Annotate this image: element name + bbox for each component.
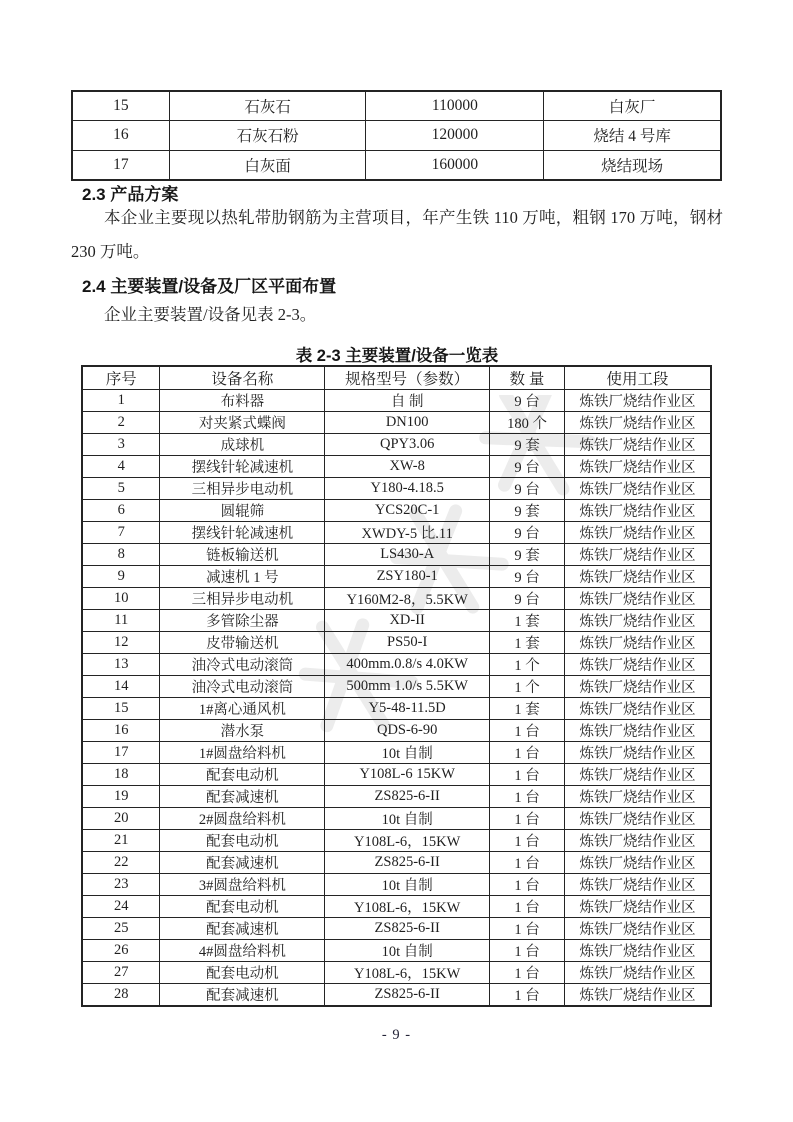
table-cell: 14 [82,676,160,698]
table-cell: 8 [82,544,160,566]
table-cell: Y108L-6 15KW [325,764,490,786]
section-2-3-paragraph: 本企业主要现以热轧带肋钢筋为主营项目，年产生铁 110 万吨，粗钢 170 万吨，钢材 230 万吨。 [71,208,723,261]
table-cell: 17 [72,150,169,180]
table-cell: 对夹紧式蝶阀 [160,412,325,434]
table-cell: 9 套 [490,434,565,456]
page-number: - 9 - [381,1027,412,1043]
table-cell: 1 套 [490,698,565,720]
table-cell: ZS825-6-II [325,984,490,1007]
table-row [82,720,711,742]
table-cell: 9 台 [490,588,565,610]
table-row [82,478,711,500]
table-cell: 28 [82,984,160,1007]
table-cell: 配套电动机 [160,830,325,852]
table-cell: 3#圆盘给料机 [160,874,325,896]
table-cell: 炼铁厂烧结作业区 [564,434,711,456]
table-cell: ZSY180-1 [325,566,490,588]
table-cell: 16 [72,121,169,151]
table-cell: 22 [82,852,160,874]
table-cell: 400mm.0.8/s 4.0KW [325,654,490,676]
table-cell: 10t 自制 [325,808,490,830]
table-cell: 21 [82,830,160,852]
table-cell: 11 [82,610,160,632]
table-cell: 油冷式电动滚筒 [160,654,325,676]
table-cell: 1#圆盘给料机 [160,742,325,764]
table-cell: Y108L-6，15KW [325,962,490,984]
table-cell: 炼铁厂烧结作业区 [564,984,711,1007]
table-cell: 布料器 [160,390,325,412]
table-cell: 炼铁厂烧结作业区 [564,412,711,434]
table-row [82,654,711,676]
table-cell: 1 台 [490,896,565,918]
table-cell: 1 台 [490,830,565,852]
table-cell: 白灰厂 [544,91,721,121]
column-header-equipment-name: 设备名称 [160,366,325,390]
table-cell: 石灰石粉 [169,121,366,151]
table-cell: 3 [82,434,160,456]
table-caption: 表 2-3 主要装置/设备一览表 [295,347,499,365]
table-cell: 13 [82,654,160,676]
table-cell: 配套减速机 [160,786,325,808]
table-cell: 9 套 [490,500,565,522]
table-cell: 炼铁厂烧结作业区 [564,940,711,962]
table-cell: 炼铁厂烧结作业区 [564,808,711,830]
table-cell: 炼铁厂烧结作业区 [564,786,711,808]
table-cell: 烧结 4 号库 [544,121,721,151]
table-row [82,588,711,610]
table-cell: 4#圆盘给料机 [160,940,325,962]
table-cell: 减速机 1 号 [160,566,325,588]
table-cell: 16 [82,720,160,742]
table-cell: 炼铁厂烧结作业区 [564,962,711,984]
table-cell: 潜水泵 [160,720,325,742]
table-cell: 配套电动机 [160,896,325,918]
table-cell: 配套减速机 [160,918,325,940]
table-row [82,676,711,698]
table-cell: Y160M2-8，5.5KW [325,588,490,610]
table-cell: 油冷式电动滚筒 [160,676,325,698]
column-header-quantity: 数 量 [490,366,565,390]
table-cell: QPY3.06 [325,434,490,456]
table-cell: 炼铁厂烧结作业区 [564,830,711,852]
table-cell: 炼铁厂烧结作业区 [564,632,711,654]
table-cell: 炼铁厂烧结作业区 [564,500,711,522]
table-cell: 1 台 [490,742,565,764]
table-cell: 1 台 [490,720,565,742]
table-row [82,390,711,412]
table-cell: 1 台 [490,808,565,830]
table-cell: 炼铁厂烧结作业区 [564,742,711,764]
table-row [82,610,711,632]
table-cell: ZS825-6-II [325,918,490,940]
table-cell: 白灰面 [169,150,366,180]
table-row [82,874,711,896]
table-row [82,808,711,830]
table-cell: 5 [82,478,160,500]
table-row [82,632,711,654]
table-row [82,742,711,764]
table-cell: Y5-48-11.5D [325,698,490,720]
table-cell: 2 [82,412,160,434]
table-cell: 成球机 [160,434,325,456]
table-cell: 9 [82,566,160,588]
table-row [82,764,711,786]
table-cell: 20 [82,808,160,830]
table-cell: 1 套 [490,610,565,632]
table-cell: QDS-6-90 [325,720,490,742]
table-row [82,940,711,962]
table-cell: 炼铁厂烧结作业区 [564,698,711,720]
table-cell: XWDY-5 比.11 [325,522,490,544]
table-cell: 炼铁厂烧结作业区 [564,852,711,874]
table-cell: YCS20C-1 [325,500,490,522]
table-header-row [82,366,711,390]
table-cell: ZS825-6-II [325,852,490,874]
table-cell: 炼铁厂烧结作业区 [564,918,711,940]
table-cell: 炼铁厂烧结作业区 [564,456,711,478]
table-cell: Y108L-6，15KW [325,830,490,852]
table-cell: ZS825-6-II [325,786,490,808]
table-cell: 1 个 [490,676,565,698]
table-cell: 23 [82,874,160,896]
table-cell: 链板输送机 [160,544,325,566]
table-cell: 石灰石 [169,91,366,121]
table-cell: 1 台 [490,874,565,896]
table-cell: 10t 自制 [325,940,490,962]
table-cell: 1 台 [490,918,565,940]
table-cell: XW-8 [325,456,490,478]
table-row [72,91,721,121]
table-cell: 9 套 [490,544,565,566]
table-cell: 1 套 [490,632,565,654]
table-row [82,896,711,918]
table-cell: 120000 [366,121,544,151]
table-cell: 2#圆盘给料机 [160,808,325,830]
table-row [82,412,711,434]
table-cell: PS50-I [325,632,490,654]
table-cell: 25 [82,918,160,940]
table-cell: 180 个 [490,412,565,434]
table-cell: 12 [82,632,160,654]
table-cell: 1 台 [490,984,565,1007]
equipment-table [81,365,712,1007]
table-row [82,434,711,456]
table-cell: 配套减速机 [160,984,325,1007]
table-cell: 炼铁厂烧结作业区 [564,566,711,588]
table-cell: 9 台 [490,390,565,412]
table-cell: 15 [72,91,169,121]
table-cell: Y180-4.18.5 [325,478,490,500]
table-cell: 15 [82,698,160,720]
table-cell: 皮带输送机 [160,632,325,654]
table-cell: LS430-A [325,544,490,566]
table-cell: 1 台 [490,962,565,984]
table-cell: 多管除尘器 [160,610,325,632]
table-cell: 24 [82,896,160,918]
table-row [82,918,711,940]
table-cell: 三相异步电动机 [160,588,325,610]
table-cell: 19 [82,786,160,808]
table-cell: 配套电动机 [160,764,325,786]
table-row [72,121,721,151]
table-cell: 10t 自制 [325,874,490,896]
table-cell: 摆线针轮减速机 [160,456,325,478]
table-row [82,698,711,720]
table-cell: 炼铁厂烧结作业区 [564,654,711,676]
table-cell: 1 个 [490,654,565,676]
table-cell: 烧结现场 [544,150,721,180]
table-cell: 1#离心通风机 [160,698,325,720]
table-cell: 4 [82,456,160,478]
table-row [82,830,711,852]
table-cell: 配套电动机 [160,962,325,984]
table-cell: 炼铁厂烧结作业区 [564,720,711,742]
table-row [82,500,711,522]
table-row [82,852,711,874]
table-cell: 17 [82,742,160,764]
table-cell: 1 台 [490,852,565,874]
table-row [82,984,711,1007]
table-cell: 炼铁厂烧结作业区 [564,588,711,610]
section-heading-2-4: 2.4 主要装置/设备及厂区平面布置 [82,277,337,296]
material-table [71,90,722,181]
table-cell: 1 台 [490,764,565,786]
table-cell: 18 [82,764,160,786]
table-cell: 炼铁厂烧结作业区 [564,478,711,500]
table-row [82,962,711,984]
table-row [72,150,721,180]
section-heading-2-3: 2.3 产品方案 [82,185,179,204]
table-row [82,544,711,566]
table-cell: 炼铁厂烧结作业区 [564,390,711,412]
section-2-4-paragraph: 企业主要装置/设备见表 2-3。 [104,305,317,324]
table-cell: 9 台 [490,566,565,588]
column-header-serial: 序号 [82,366,160,390]
table-cell: 炼铁厂烧结作业区 [564,522,711,544]
table-row [82,566,711,588]
table-cell: 炼铁厂烧结作业区 [564,676,711,698]
table-cell: 9 台 [490,478,565,500]
table-cell: 炼铁厂烧结作业区 [564,896,711,918]
table-cell: 炼铁厂烧结作业区 [564,764,711,786]
table-cell: 圆辊筛 [160,500,325,522]
table-cell: 160000 [366,150,544,180]
table-cell: 配套减速机 [160,852,325,874]
column-header-spec-model: 规格型号（参数） [325,366,490,390]
column-header-work-section: 使用工段 [564,366,711,390]
table-cell: 1 台 [490,786,565,808]
table-cell: 10 [82,588,160,610]
table-cell: 1 台 [490,940,565,962]
table-cell: 27 [82,962,160,984]
table-cell: 7 [82,522,160,544]
table-cell: 110000 [366,91,544,121]
table-cell: 炼铁厂烧结作业区 [564,544,711,566]
table-cell: DN100 [325,412,490,434]
table-row [82,456,711,478]
table-cell: 500mm 1.0/s 5.5KW [325,676,490,698]
table-cell: 26 [82,940,160,962]
table-cell: 9 台 [490,522,565,544]
table-cell: 10t 自制 [325,742,490,764]
table-cell: 9 台 [490,456,565,478]
table-row [82,522,711,544]
table-cell: 三相异步电动机 [160,478,325,500]
table-cell: 炼铁厂烧结作业区 [564,874,711,896]
table-cell: 6 [82,500,160,522]
table-cell: 炼铁厂烧结作业区 [564,610,711,632]
table-row [82,786,711,808]
table-cell: 1 [82,390,160,412]
table-cell: XD-II [325,610,490,632]
table-cell: 自 制 [325,390,490,412]
table-cell: 摆线针轮减速机 [160,522,325,544]
table-cell: Y108L-6，15KW [325,896,490,918]
